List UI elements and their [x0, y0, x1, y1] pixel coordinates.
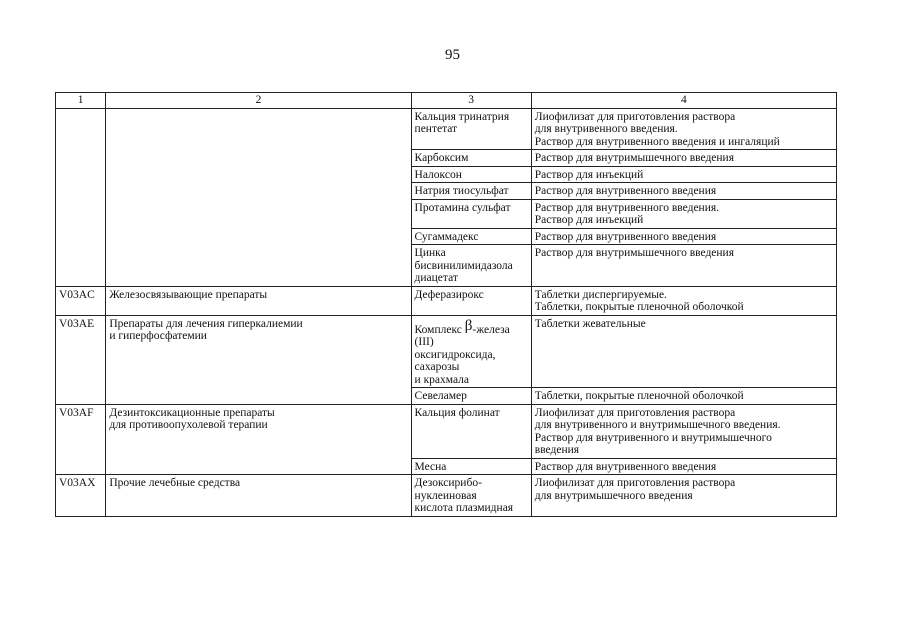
group-cell [106, 286, 411, 315]
drug-cell [411, 228, 531, 245]
dosage-form: Лиофилизат для приготовления раствора [534, 110, 736, 123]
drug-cell [411, 166, 531, 183]
atc-code-cell [56, 108, 106, 286]
group-name: Дезинтоксикационные препараты [109, 406, 275, 419]
drug-cell [411, 475, 531, 517]
dosage-form: Раствор для внутримышечного введения [534, 152, 734, 164]
group-name: Препараты для лечения гиперкалиемии [109, 317, 303, 330]
atc-code: V03AC [59, 288, 95, 301]
form-cell [531, 475, 836, 517]
drug-name: пентетат [414, 123, 458, 135]
drug-name: Протамина сульфат [414, 201, 511, 214]
dosage-form: Таблетки, покрытые пленочной оболочкой [534, 390, 744, 402]
dosage-form: для внутривенного введения. [534, 123, 678, 135]
atc-code: V03AE [59, 317, 95, 330]
drug-name: Кальция тринатрия [414, 110, 510, 123]
drug-name: (III) [414, 336, 434, 348]
group-cell [106, 315, 411, 404]
dosage-form: Раствор для внутривенного введения [534, 185, 717, 197]
drug-name: и крахмала [414, 373, 470, 386]
drug-name: Налоксон [414, 168, 462, 181]
drug-name: диацетат [414, 272, 458, 284]
dosage-form: Раствор для внутривенного введения [534, 460, 717, 473]
group-cell [106, 404, 411, 475]
form-cell [531, 199, 836, 228]
drug-cell [411, 245, 531, 287]
drug-cell [411, 315, 531, 388]
atc-code-cell [56, 315, 106, 404]
table-row [56, 315, 837, 388]
dosage-form: Раствор для внутримышечного введения [534, 247, 734, 259]
table-row [56, 404, 837, 458]
dosage-form: Раствор для внутривенного введения и ингаляций [534, 135, 780, 148]
dosage-form: Таблетки жевательные [534, 317, 646, 330]
drug-name: кислота плазмидная [414, 502, 514, 514]
dosage-form: Таблетки, покрытые пленочной оболочкой [534, 301, 744, 313]
drug-name-part: -железа [472, 323, 510, 336]
atc-code-cell [56, 404, 106, 475]
dosage-form: введения [534, 444, 580, 456]
drug-name: Натрия тиосульфат [414, 185, 509, 197]
dosage-form: для внутримышечного введения [534, 489, 693, 502]
form-cell [531, 166, 836, 183]
drug-name: Карбоксим [414, 152, 469, 164]
form-cell [531, 388, 836, 405]
dosage-form: Лиофилизат для приготовления раствора [534, 477, 736, 489]
table-row [56, 108, 837, 150]
drug-name: Сугаммадекс [414, 230, 479, 243]
form-cell [531, 150, 836, 167]
dosage-form: Раствор для инъекций [534, 214, 644, 226]
drug-name: нуклеиновая [414, 489, 477, 502]
atc-code-cell [56, 286, 106, 315]
group-name: Железосвязывающие препараты [109, 288, 268, 301]
drug-name: сахарозы [414, 361, 460, 373]
dosage-form: для внутривенного и внутримышечного введения. [534, 419, 781, 431]
drug-cell [411, 388, 531, 405]
drug-cell [411, 458, 531, 475]
drug-cell [411, 199, 531, 228]
dosage-form: Раствор для внутривенного введения [534, 230, 717, 243]
drug-name: Деферазирокс [414, 288, 484, 301]
atc-code: V03AX [59, 477, 96, 489]
dosage-form: Раствор для инъекций [534, 168, 644, 181]
drug-name: бисвинилимидазола [414, 259, 513, 272]
page-number: 95 [445, 47, 460, 63]
form-cell [531, 108, 836, 150]
drug-cell [411, 404, 531, 458]
group-cell [106, 475, 411, 517]
atc-code: V03AF [59, 406, 94, 419]
drug-name: оксигидроксида, [414, 348, 496, 361]
header-row [56, 93, 837, 109]
drug-cell [411, 108, 531, 150]
form-cell [531, 315, 836, 388]
dosage-form: Раствор для внутривенного и внутримышечного [534, 431, 772, 444]
form-cell [531, 245, 836, 287]
group-name: для противоопухолевой терапии [109, 419, 268, 431]
drug-name: Дезоксирибо- [414, 477, 482, 489]
drug-cell [411, 183, 531, 200]
drug-cell [411, 150, 531, 167]
table-row [56, 475, 837, 517]
drug-name: Цинка [414, 247, 446, 259]
drug-table [55, 92, 837, 517]
dosage-form: Таблетки диспергируемые. [534, 288, 667, 301]
drug-cell [411, 286, 531, 315]
atc-code-cell [56, 475, 106, 517]
drug-name: Севеламер [414, 390, 467, 402]
dosage-form: Лиофилизат для приготовления раствора [534, 406, 736, 419]
header-col-2: 2 [106, 93, 411, 109]
group-name: Прочие лечебные средства [109, 477, 241, 489]
form-cell [531, 404, 836, 458]
drug-name [414, 317, 528, 337]
drug-name: Месна [414, 460, 447, 473]
group-cell [106, 108, 411, 286]
beta-symbol: β [464, 317, 473, 334]
drug-name: Кальция фолинат [414, 406, 500, 419]
drug-name-prefix: Комплекс [414, 323, 462, 336]
header-col-3: 3 [411, 93, 531, 109]
group-name: и гиперфосфатемии [109, 330, 207, 342]
dosage-form: Раствор для внутривенного введения. [534, 201, 720, 214]
form-cell [531, 228, 836, 245]
header-col-1: 1 [56, 93, 106, 109]
form-cell [531, 183, 836, 200]
form-cell [531, 286, 836, 315]
form-cell [531, 458, 836, 475]
table-row [56, 286, 837, 315]
header-col-4: 4 [531, 93, 836, 109]
